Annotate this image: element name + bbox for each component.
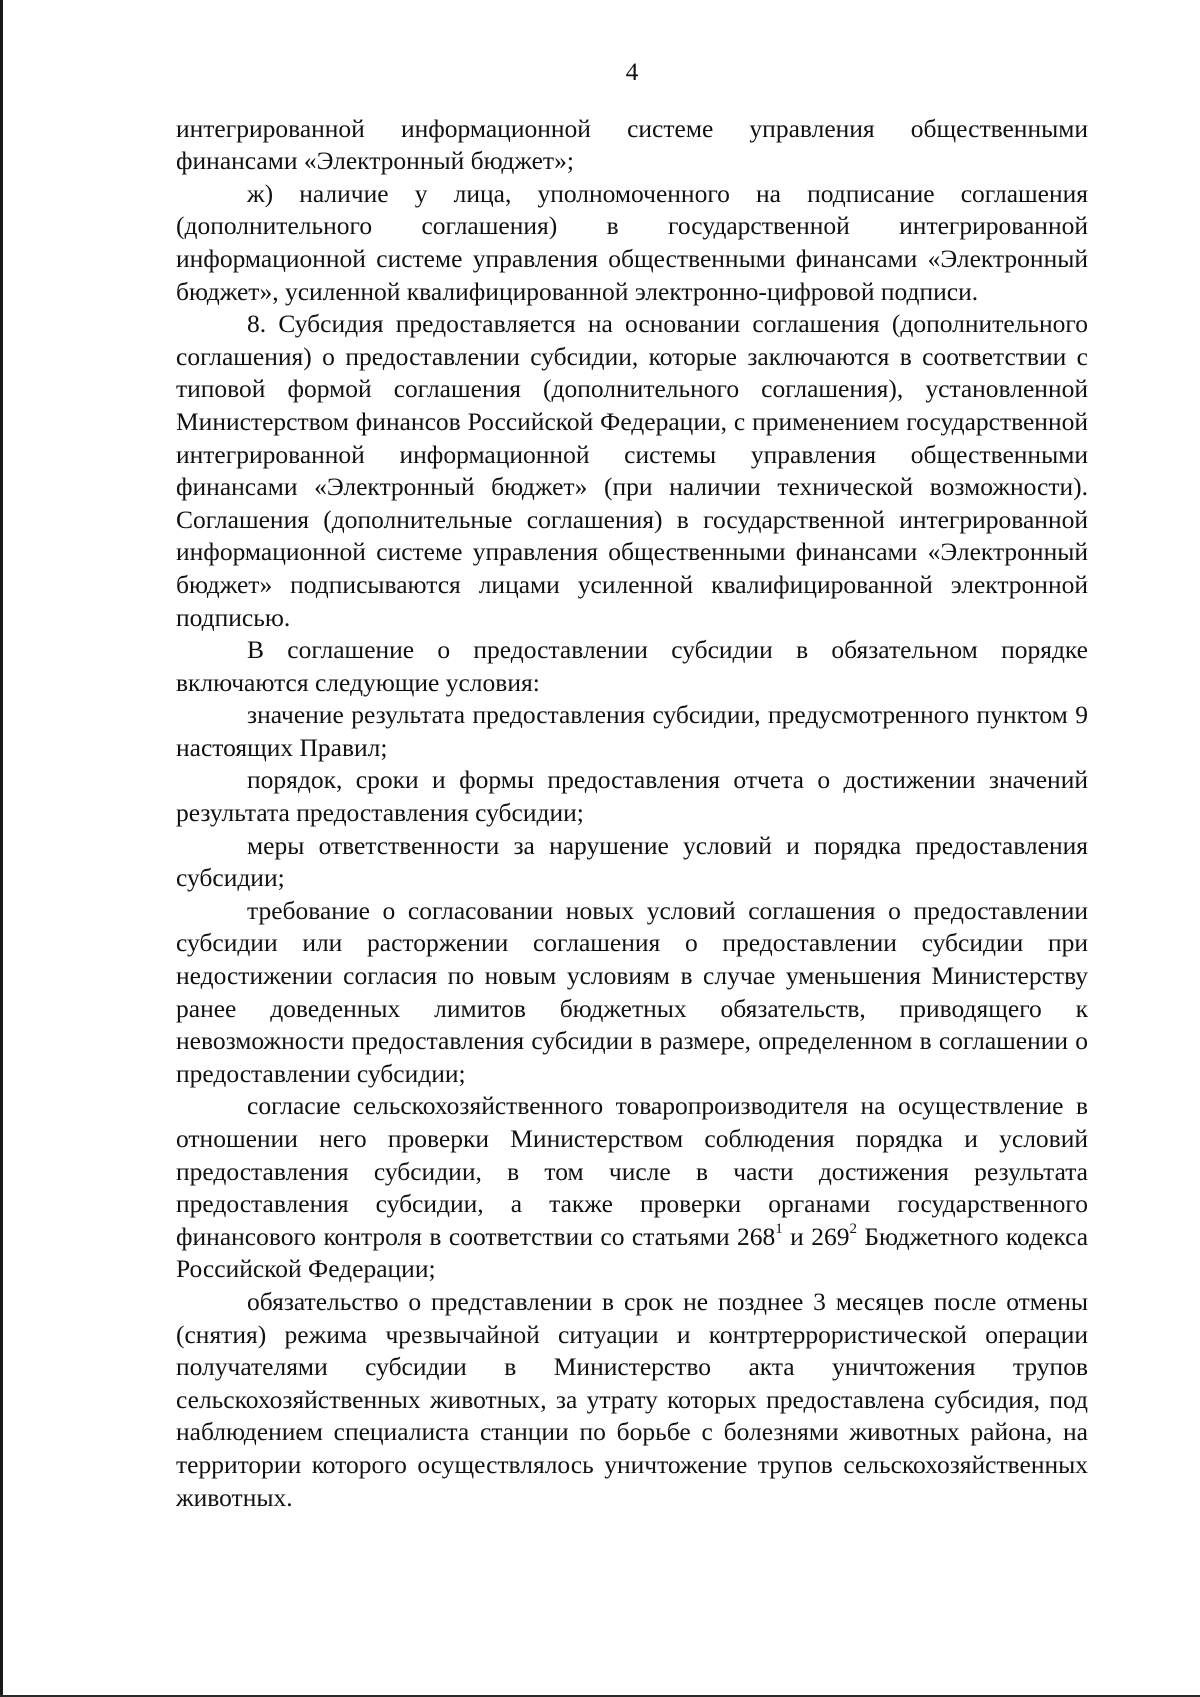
paragraph-condition-new-terms: требование о согласовании новых условий соглашения о предоставлении субсидии или расторжении соглашения о предоставлении субсидии при недостижении согласия по новым условиям в случае уменьшения Министерству ранее доведенных лимитов бюджетных обязательств, приводящего к невозможности предоставления субсидии в размере, определенном в соглашении о предоставлении субсидии; <box>176 895 1088 1088</box>
paragraph-conditions-intro: В соглашение о предоставлении субсидии в обязательном порядке включаются следующие условия: <box>176 635 1088 697</box>
document-page <box>176 56 1088 1514</box>
paragraph-condition-result: значение результата предоставления субсидии, предусмотренного пунктом 9 настоящих Правил; <box>176 700 1088 762</box>
paragraph-condition-responsibility: меры ответственности за нарушение условий и порядка предоставления субсидии; <box>176 830 1088 893</box>
audit-consent-text: согласие сельскохозяйственного товаропроизводителя на осуществление в отношении него проверки Министерством соблюдения порядка и условий предоставления субсидии, в том числе в части достижения результата предоставления субсидии, а также проверки органами государственного финансового контроля в соответствии со <box>176 1091 1088 1251</box>
article-ref-middle: и 269 <box>782 1221 850 1251</box>
paragraph-condition-destruction-act: обязательство о представлении в срок не позднее 3 месяцев после отмены (снятия) режима чрезвычайной ситуации и контртеррористической операции получателями субсидии в Министерство акта уничтожения трупов сельскохозяйственных животных, за утрату которых предоставлена субсидия, под наблюдением специалиста станции по борьбе с болезнями животных района, на территории которого осуществлялось уничтожение трупов сельскохозяйственных животных. <box>176 1286 1088 1512</box>
article-ref-prefix: статьями 268 <box>631 1221 776 1251</box>
paragraph-condition-audit-consent <box>176 1090 1088 1286</box>
paragraph-item-8: 8. Субсидия предоставляется на основании соглашения (дополнительного соглашения) о предоставлении субсидии, которые заключаются в соответствии с типовой формой соглашения (дополнительного соглашения), установленной Министерством финансов Российской Федерации, с применением государственной интегрированной информационной системы управления общественными финансами «Электронный бюджет» (при наличии технической возможности). Соглашения (дополнительные соглашения) в государственной интегрированной информационной системе управления общественными финансами «Электронный бюджет» подписываются лицами усиленной квалифицированной электронной подписью. <box>176 309 1088 632</box>
article-ref-sup-2: 2 <box>849 1221 857 1238</box>
paragraph-continuation: интегрированной информационной системе управления общественными финансами «Электронный бюджет»; <box>176 113 1088 176</box>
paragraph-condition-report: порядок, сроки и формы предоставления отчета о достижении значений результата предоставления субсидии; <box>176 765 1088 828</box>
paragraph-item-zh: ж) наличие у лица, уполномоченного на подписание соглашения (дополнительного соглашения) в государственной интегрированной информационной системе управления общественными финансами «Электронный бюджет», усиленной квалифицированной электронно-цифровой подписи. <box>176 178 1088 306</box>
page-number: 4 <box>625 57 639 86</box>
article-ref-suffix: Бюджетного кодекса Российской Федерации; <box>176 1221 1089 1284</box>
article-ref-sup-1: 1 <box>775 1221 783 1238</box>
scan-edge-left <box>0 0 3 1697</box>
